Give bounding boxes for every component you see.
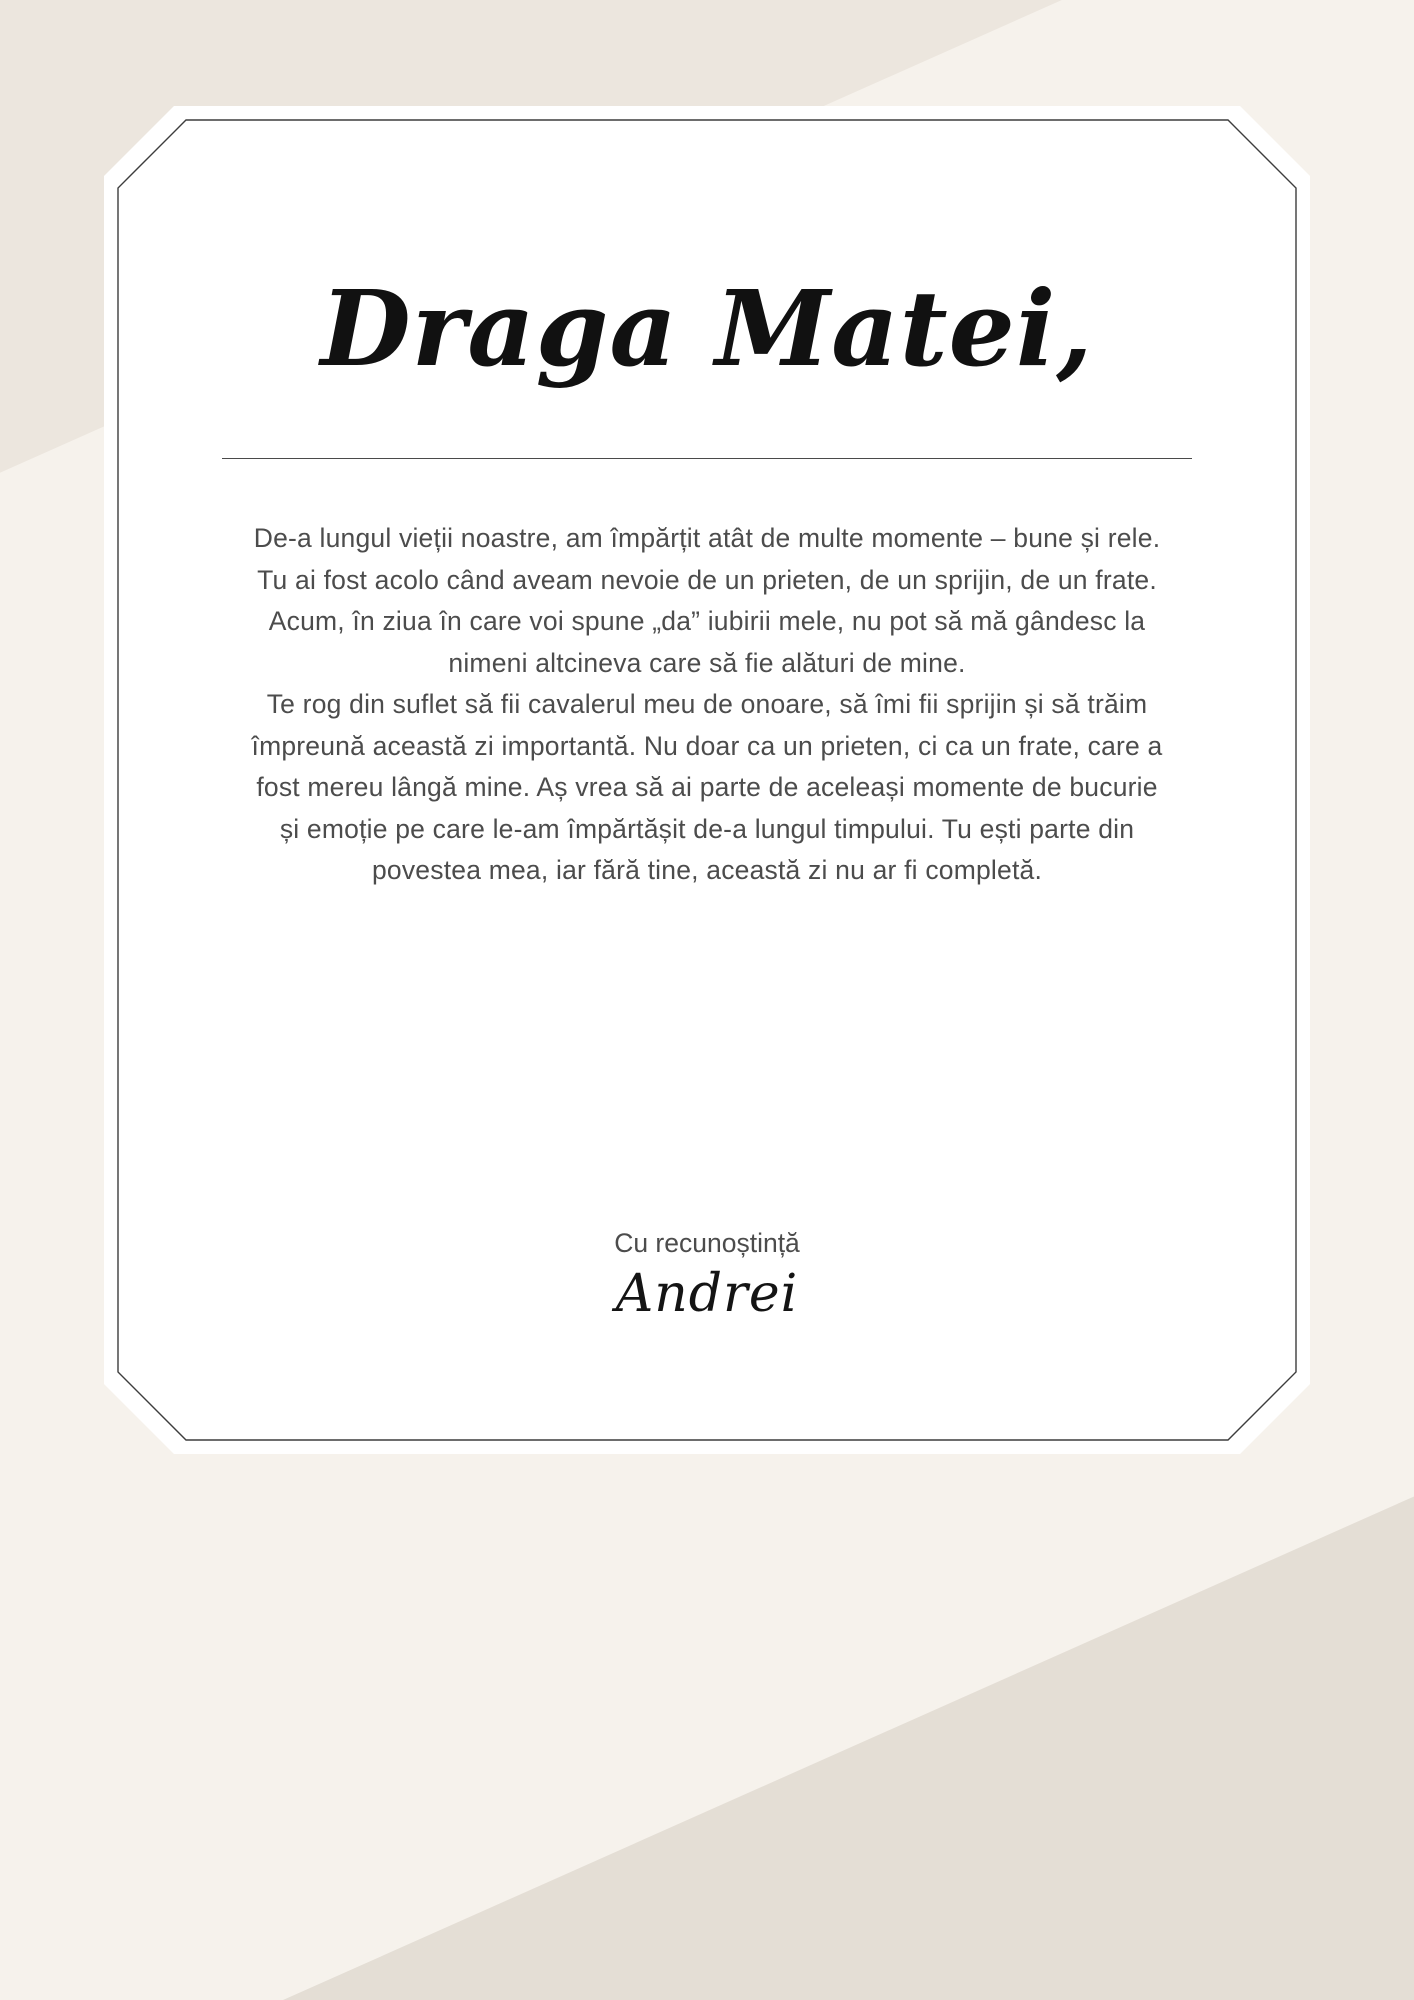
page-title: Draga Matei, — [320, 267, 1094, 390]
letter-content — [104, 106, 1310, 1454]
letter-paragraph: De-a lungul vieții noastre, am împărțit atât de multe momente – bune și rele. Tu ai fost acolo când aveam nevoie de un prieten, de un sprijin, de un frate. Acum, în ziua în care voi spune „da” iubirii mele, nu pot să mă gândesc la nimeni altcineva care să fie alături de mine. — [253, 523, 1161, 678]
signature: Andrei — [615, 1264, 799, 1324]
letter-paragraph: Te rog din suflet să fii cavalerul meu de onoare, să îmi fii sprijin și să trăim împreună această zi importantă. Nu doar ca un prieten, ci ca un frate, care a fost mereu lângă mine. Aș vrea să ai parte de aceleași momente de bucurie și emoție pe care le-am împărtășit de-a lungul timpului. Tu ești parte din povestea mea, iar fără tine, această zi nu ar fi completă. — [251, 689, 1163, 885]
title-divider — [222, 458, 1192, 459]
letter-body — [244, 518, 1170, 892]
background-band-bottom — [101, 1390, 1414, 2000]
closing-line: Cu recunoștință — [614, 1228, 800, 1258]
